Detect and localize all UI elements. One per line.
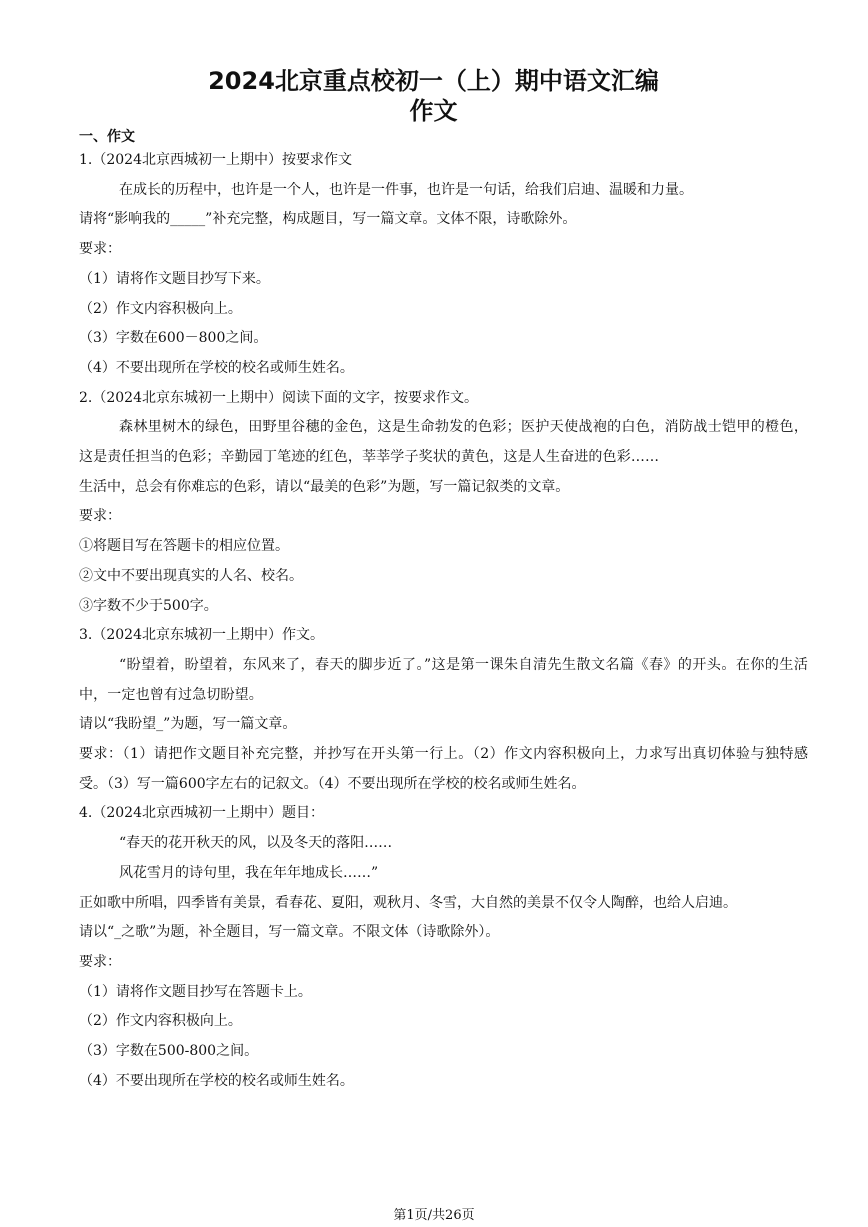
question-3-task: 请以“我盼望_”为题，写一篇文章。 [79,716,297,733]
question-2-requirements-label: 要求： [79,508,121,525]
question-4-task: 请以“_之歌”为题，补全题目，写一篇文章。不限文体（诗歌除外）。 [79,924,500,941]
question-2-requirement: ③字数不少于500字。 [79,597,218,614]
page-footer: 第1页/共26页 [393,1208,475,1223]
question-2-heading: 2.（2024北京东城初一上期中）阅读下面的文字，按要求作文。 [79,389,478,406]
question-4-lyric-line: “春天的花开秋天的风，以及冬天的落阳…… [119,835,393,852]
question-4-intro: 正如歌中所唱，四季皆有美景，看春花、夏阳，观秋月、冬雪，大自然的美景不仅令人陶醉，也给人启迪。 [79,894,737,911]
question-3-intro: “盼望着，盼望着，东风来了，春天的脚步近了。”这是第一课朱自清先生散文名篇《春》的开头。在你的生活中，一定也曾有过急切盼望。 [79,656,808,703]
question-3-heading: 3.（2024北京东城初一上期中）作文。 [79,627,324,644]
question-2-requirement: ①将题目写在答题卡的相应位置。 [79,538,289,555]
section-heading: 一、作文 [79,129,135,145]
question-2-task: 生活中，总会有你难忘的色彩，请以“最美的色彩”为题，写一篇记叙类的文章。 [79,478,570,495]
question-4-requirement: （1）请将作文题目抄写在答题卡上。 [79,983,312,1000]
question-1-requirement: （2）作文内容积极向上。 [79,300,242,317]
question-4-requirement: （2）作文内容积极向上。 [79,1013,242,1030]
question-4-lyric-line: 风花雪月的诗句里，我在年年地成长……” [119,864,379,881]
document-subtitle: 作文 [409,97,458,125]
question-4-requirement: （3）字数在500-800之间。 [79,1043,259,1060]
question-3-requirements: 要求：（1）请把作文题目补充完整，并抄写在开头第一行上。（2）作文内容积极向上，力求写出真切体验与独特感受。（3）写一篇600字左右的记叙文。（4）不要出现所在学校的校名或师生姓名。 [79,746,808,792]
document-title: 2024北京重点校初一（上）期中语文汇编 [208,67,659,95]
question-1-requirement: （4）不要出现所在学校的校名或师生姓名。 [79,359,354,376]
question-4-heading: 4.（2024北京西城初一上期中）题目： [79,805,324,822]
question-1-requirement: （3）字数在600－800之间。 [79,330,268,347]
question-4-requirements-label: 要求： [79,953,121,970]
question-1-requirement: （1）请将作文题目抄写下来。 [79,270,270,287]
question-1-intro: 在成长的历程中，也许是一个人，也许是一件事，也许是一句话，给我们启迪、温暖和力量。 [119,181,693,198]
question-2-requirement: ②文中不要出现真实的人名、校名。 [79,567,303,584]
question-1-requirements-label: 要求： [79,241,121,258]
question-4-requirement: （4）不要出现所在学校的校名或师生姓名。 [79,1072,354,1089]
question-1-heading: 1.（2024北京西城初一上期中）按要求作文 [79,152,352,168]
question-1-task: 请将“影响我的_____”补充完整，构成题目，写一篇文章。文体不限，诗歌除外。 [79,211,577,228]
question-2-intro: 森林里树木的绿色，田野里谷穗的金色，这是生命勃发的色彩；医护天使战袍的白色，消防战士铠甲的橙色，这是责任担当的色彩；辛勤园丁笔迹的红色，莘莘学子奖状的黄色，这是人生奋进的色彩…… [79,419,808,466]
